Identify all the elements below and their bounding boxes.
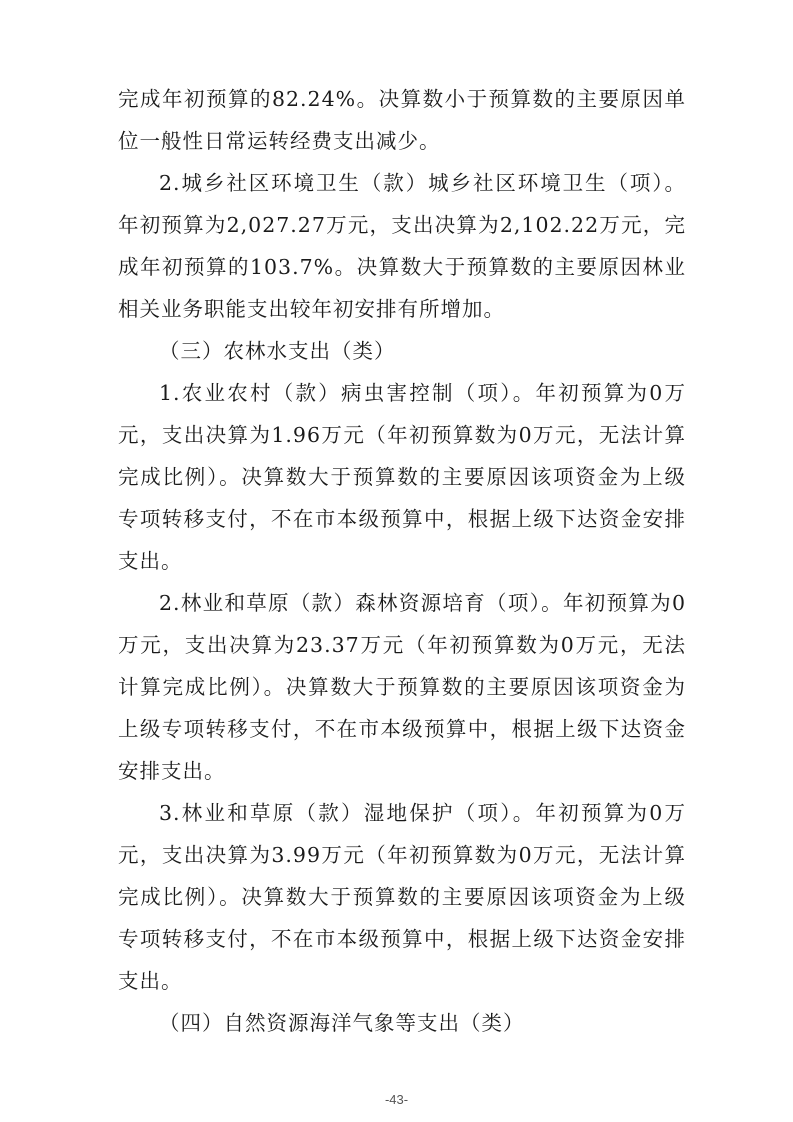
document-body (118, 78, 686, 1044)
paragraph-item-2-forest-cultivation: 2.林业和草原（款）森林资源培育（项）。年初预算为0万元，支出决算为23.37万元（年初预算数为0万元，无法计算完成比例）。决算数大于预算数的主要原因该项资金为上级专项转移支付，不在市本级预算中，根据上级下达资金安排支出。 (118, 591, 686, 783)
paragraph-item-2-urban-rural-sanitation: 2.城乡社区环境卫生（款）城乡社区环境卫生（项）。年初预算为2,027.27万元，支出决算为2,102.22万元，完成年初预算的103.7%。决算数大于预算数的主要原因林业相关业务职能支出较年初安排有所增加。 (118, 171, 686, 321)
page-number: -43- (384, 1092, 409, 1107)
paragraph-continuation: 完成年初预算的82.24%。决算数小于预算数的主要原因单位一般性日常运转经费支出减少。 (118, 87, 686, 153)
section-heading-natural-resources-ocean-weather: （四）自然资源海洋气象等支出（类） (159, 1011, 525, 1035)
section-heading-agriculture-forestry-water: （三）农林水支出（类） (159, 339, 396, 363)
paragraph-item-3-wetland-protection: 3.林业和草原（款）湿地保护（项）。年初预算为0万元，支出决算为3.99万元（年初预算数为0万元，无法计算完成比例）。决算数大于预算数的主要原因该项资金为上级专项转移支付，不在市本级预算中，根据上级下达资金安排支出。 (118, 801, 686, 993)
paragraph-item-1-pest-control: 1.农业农村（款）病虫害控制（项）。年初预算为0万元，支出决算为1.96万元（年初预算数为0万元，无法计算完成比例）。决算数大于预算数的主要原因该项资金为上级专项转移支付，不在市本级预算中，根据上级下达资金安排支出。 (118, 381, 686, 573)
